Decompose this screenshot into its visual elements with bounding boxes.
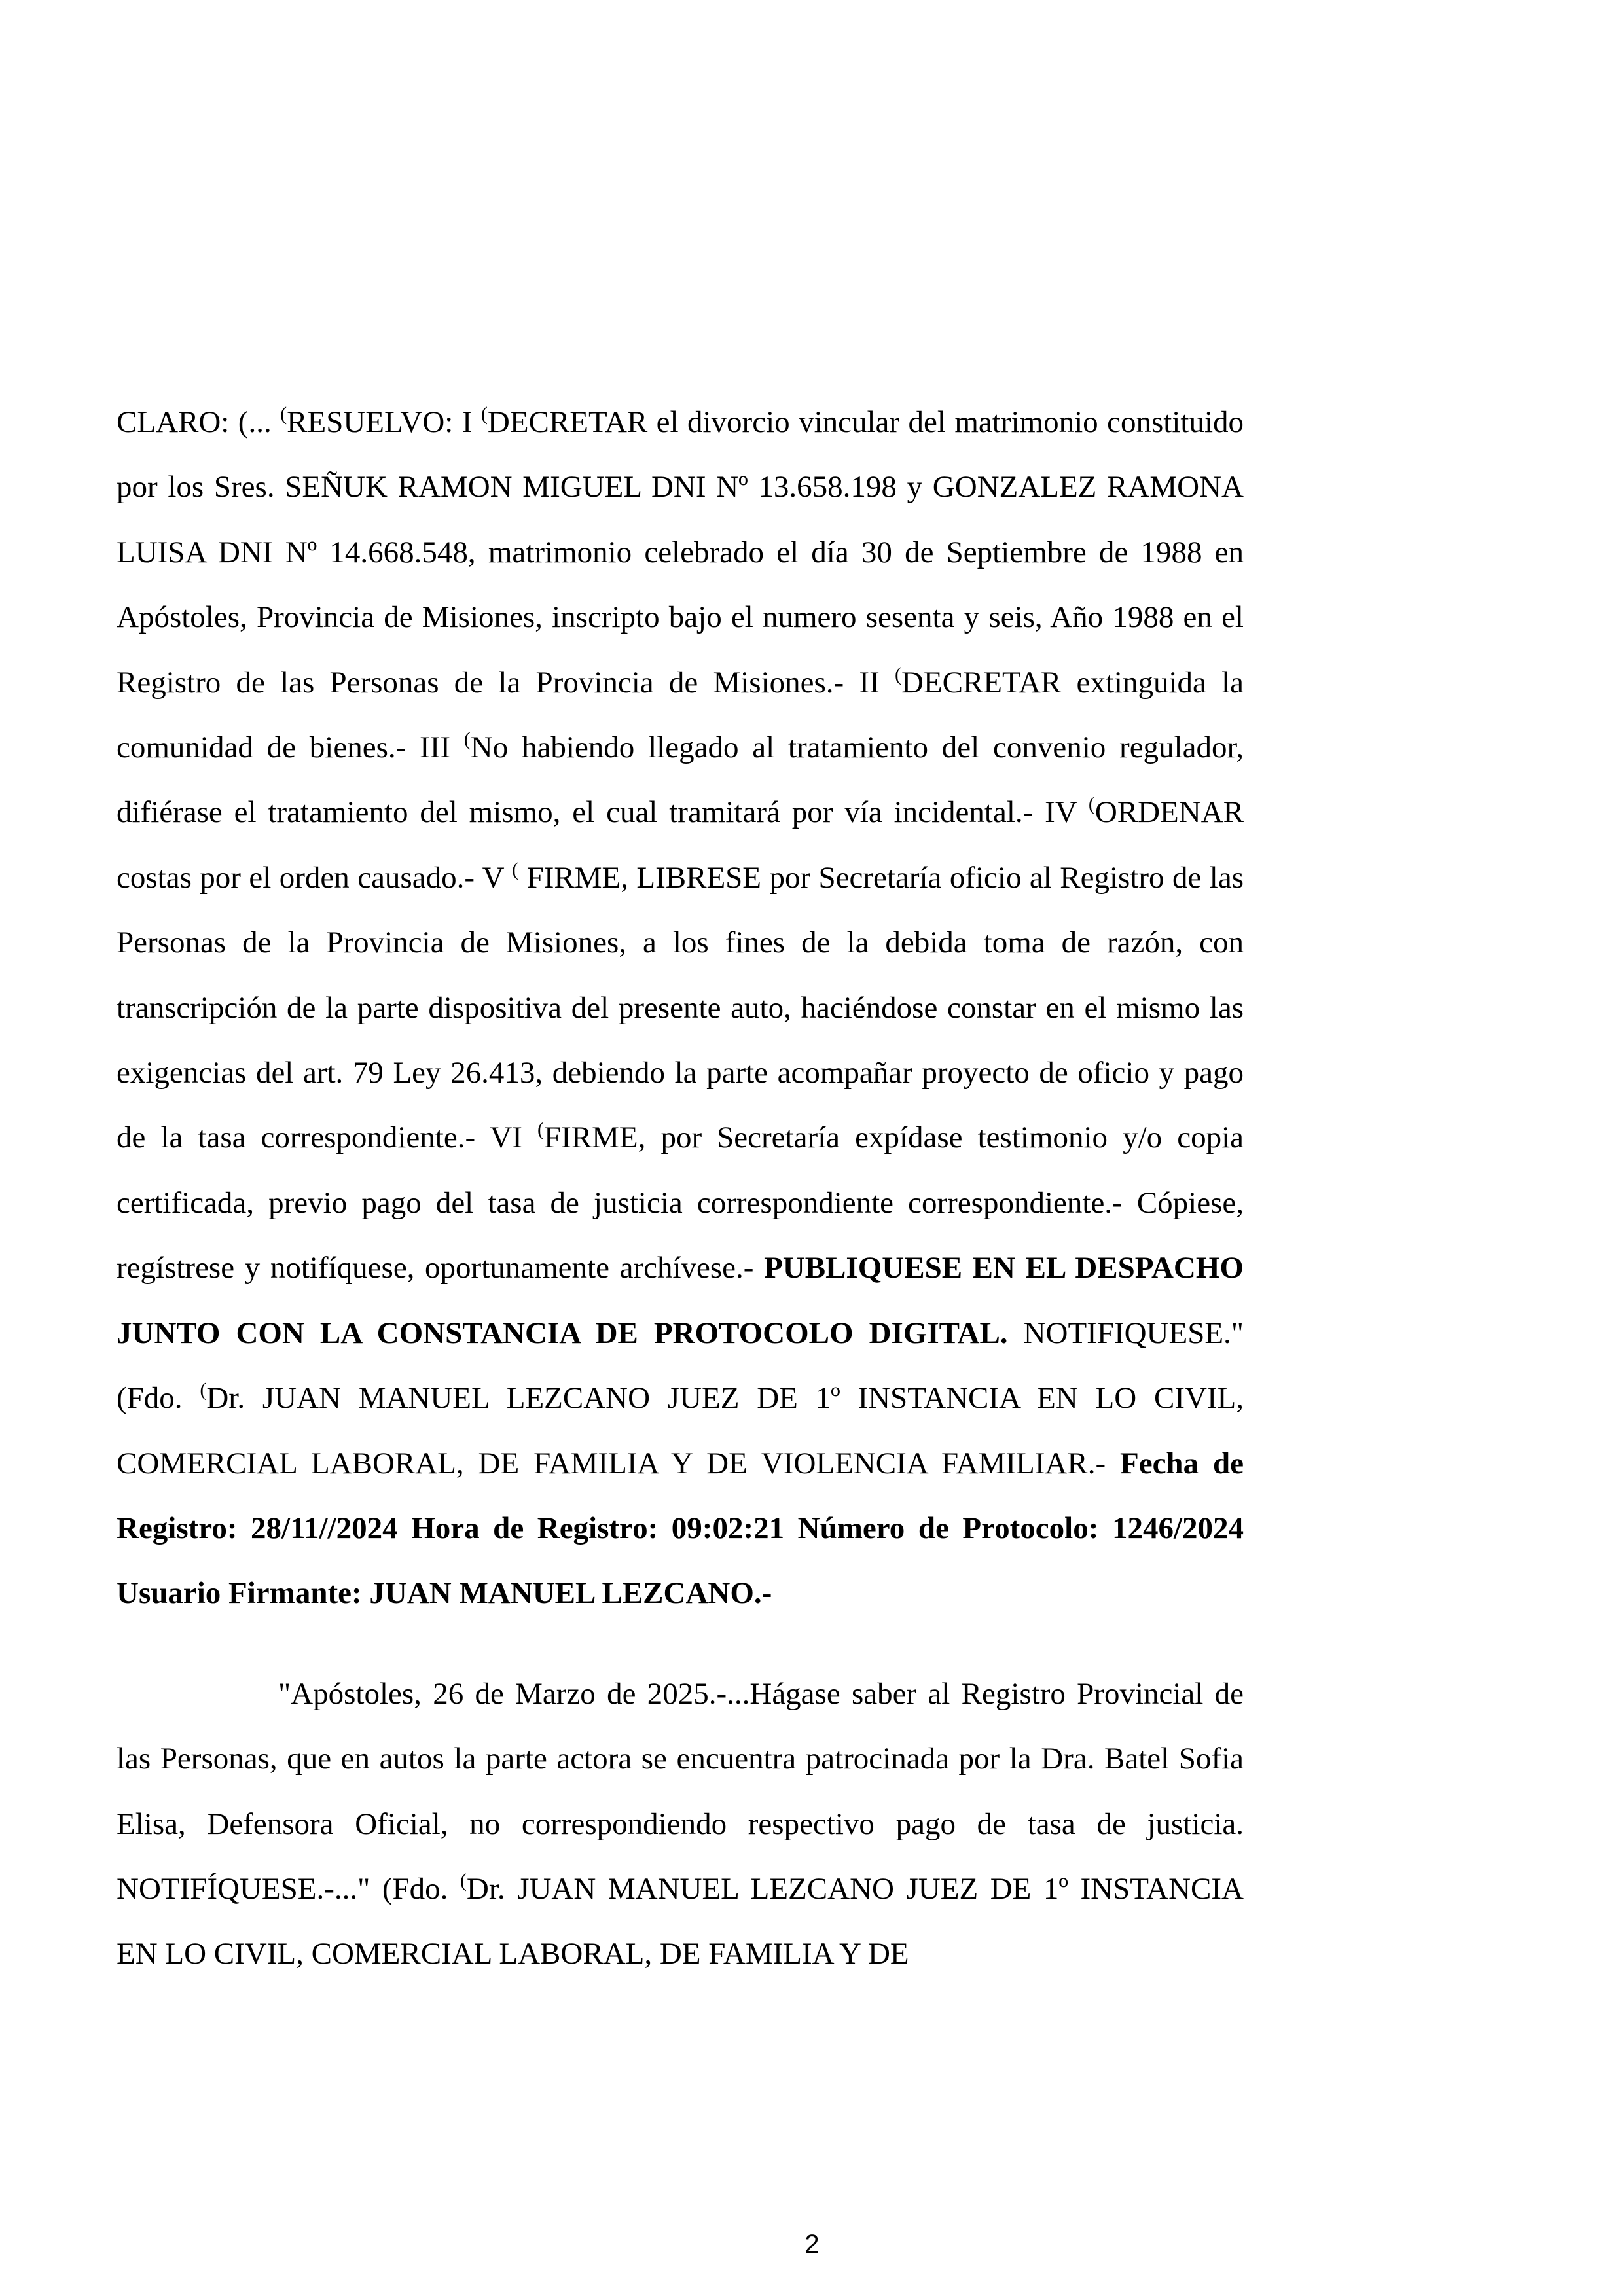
bold-registration-details: Fecha de Registro: 28/11//2024 Hora de Registro: 09:02:21 Número de Protocolo: 1246/2024 Usuario Firmante: JUAN MANUEL LEZCANO.- (117, 1446, 1244, 1611)
text-run: "Apóstoles, 26 de Marzo de 2025.-...Hágase saber al Registro Provincial de las Personas, que en autos la parte actora se encuentra patrocinada por la Dra. Batel Sofia Elisa, Defensora Oficial, no correspondiendo respectivo pago de tasa de justicia. NOTIFÍQUESE.-..." (Fdo. (117, 1676, 1244, 1906)
text-run: DECRETAR el divorcio vincular del matrimonio constituido por los Sres. SEÑUK RAMON MIGUEL DNI Nº 13.658.198 y GONZALEZ RAMONA LUISA DNI Nº 14.668.548, matrimonio celebrado el día 30 de Septiembre de 1988 en Apóstoles, Provincia de Misiones, inscripto bajo el numero sesenta y seis, Año 1988 en el Registro de las Personas de la Provincia de Misiones.- II (117, 405, 1244, 700)
text-run: No habiendo llegado al tratamiento del convenio regulador, difiérase el tratamiento del mismo, el cual tramitará por vía incidental.- IV (117, 730, 1244, 830)
open-paren-mark: ( (480, 403, 488, 425)
text-run: FIRME, LIBRESE por Secretaría oficio al Registro de las Personas de la Provincia de Misiones, a los fines de la debida toma de razón, con transcripción de la parte dispositiva del presente auto, haciéndose constar en el mismo las exigencias del art. 79 Ley 26.413, debiendo la parte acompañar proyecto de oficio y pago de la tasa correspondiente.- VI (117, 860, 1244, 1155)
open-paren-mark: ( (463, 728, 471, 751)
bold-publication-notice: PUBLIQUESE EN EL DESPACHO JUNTO CON LA CONSTANCIA DE PROTOCOLO DIGITAL. (117, 1251, 1244, 1350)
text-run: RESUELVO: I (287, 405, 481, 439)
paragraph-spacer (117, 1626, 1244, 1662)
open-paren-mark: ( (1088, 793, 1095, 816)
text-run: ORDENAR costas por el orden causado.- V (117, 795, 1244, 895)
text-run: NOTIFIQUESE." (Fdo. (117, 1316, 1244, 1416)
open-paren-mark: ( (460, 1869, 467, 1892)
text-run: Dr. JUAN MANUEL LEZCANO JUEZ DE 1º INSTANCIA EN LO CIVIL, COMERCIAL LABORAL, DE FAMILIA Y DE VIOLENCIA FAMILIAR.- (117, 1381, 1244, 1480)
open-paren-mark: ( (537, 1119, 544, 1141)
text-run: DECRETAR extinguida la comunidad de bienes.- III (117, 665, 1244, 765)
text-run: CLARO: (... (117, 405, 281, 439)
open-paren-mark: ( (200, 1379, 207, 1401)
document-body (117, 390, 1244, 1987)
resolution-paragraph (117, 390, 1244, 1626)
text-run: Dr. JUAN MANUEL LEZCANO JUEZ DE 1º INSTANCIA EN LO CIVIL, COMERCIAL LABORAL, DE FAMILIA Y DE (117, 1871, 1244, 1971)
open-paren-mark: ( (512, 858, 519, 880)
open-paren-mark: ( (280, 403, 287, 425)
open-paren-mark: ( (894, 663, 901, 685)
text-run: FIRME, por Secretaría expídase testimonio y/o copia certificada, previo pago del tasa de justicia correspondiente correspondiente.- Cópiese, regístrese y notifíquese, oportunamente archívese.- (117, 1121, 1244, 1285)
notice-paragraph (117, 1662, 1244, 1987)
page-number: 2 (804, 2230, 820, 2259)
